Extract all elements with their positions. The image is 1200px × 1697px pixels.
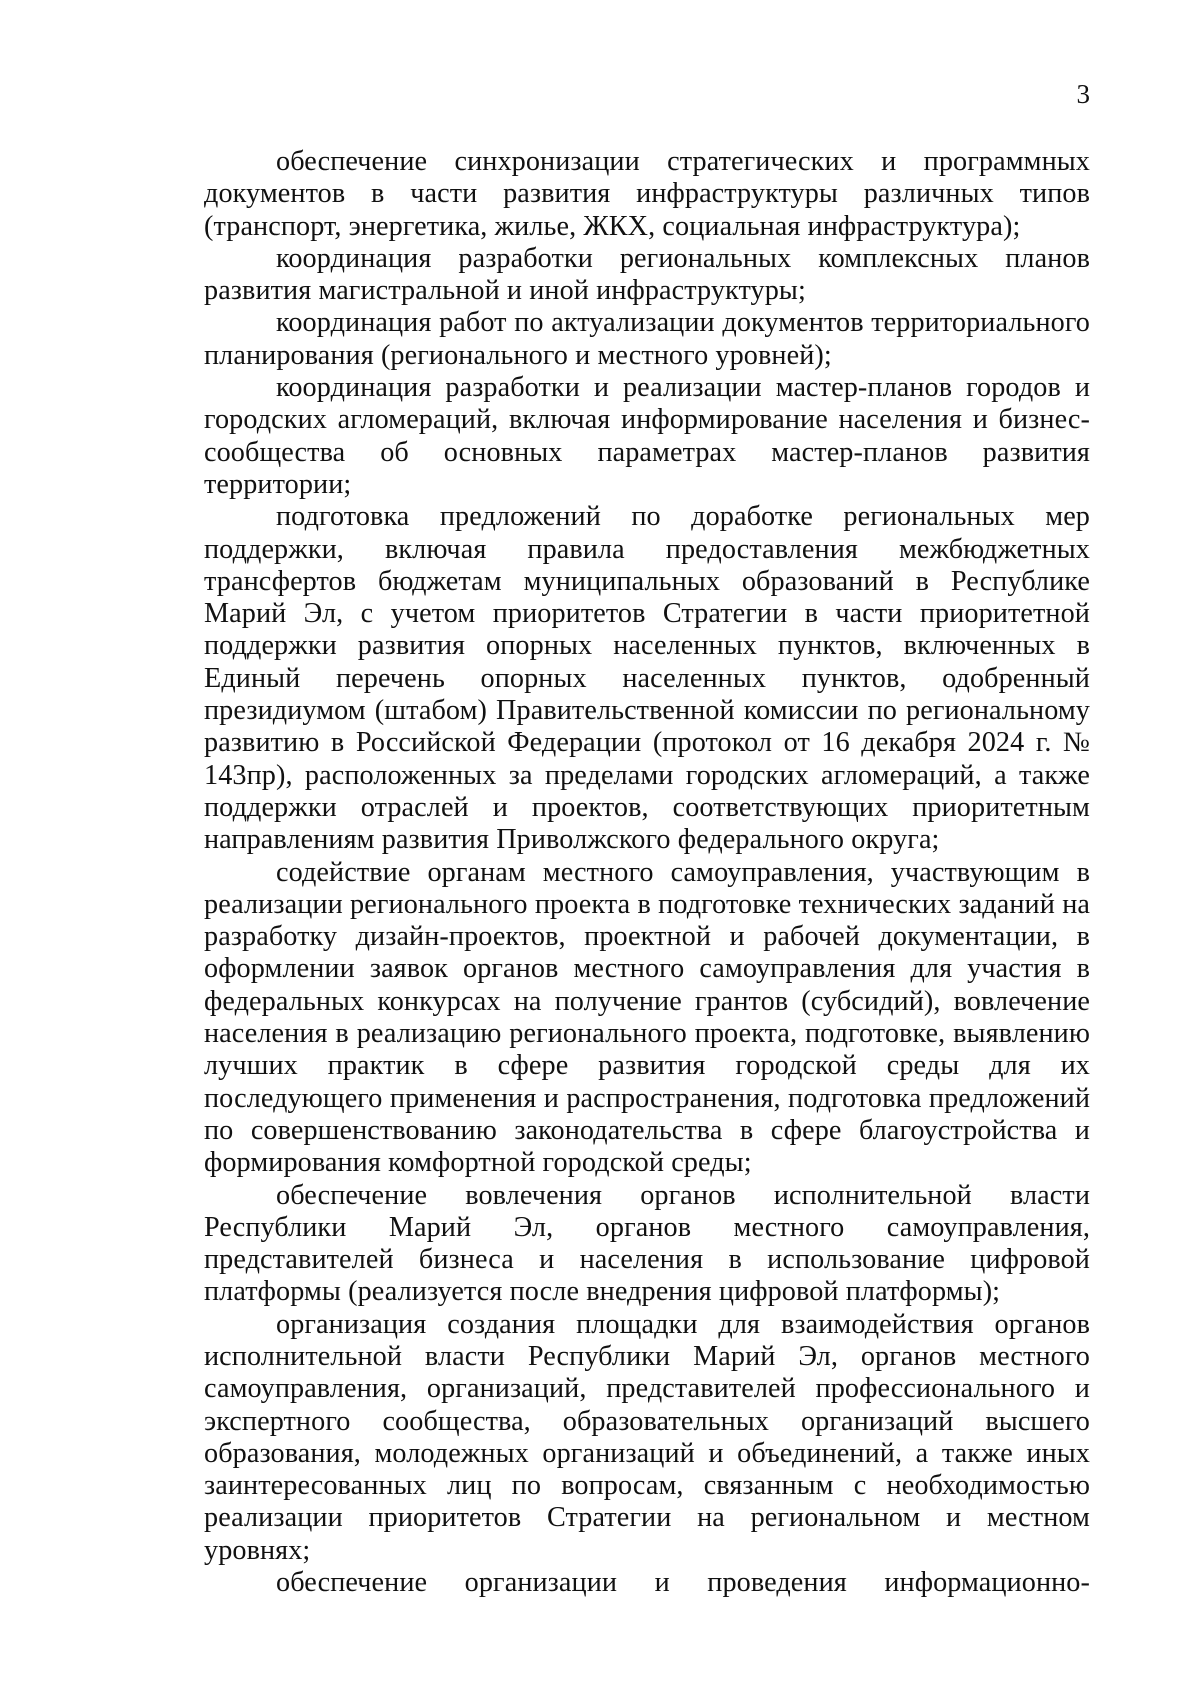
paragraph: организация создания площадки для взаимодействия органов исполнительной власти Республики Марий Эл, органов местного самоуправления, организаций, представителей профессионального и экспертного сообщества, образовательных организаций высшего образования, молодежных организаций и объединений, а также иных заинтересованных лиц по вопросам, связанным с необходимостью реализации приоритетов Стратегии на региональном и местном уровнях; bbox=[204, 1308, 1090, 1566]
paragraph: подготовка предложений по доработке региональных мер поддержки, включая правила предоставления межбюджетных трансфертов бюджетам муниципальных образований в Республике Марий Эл, с учетом приоритетов Стратегии в части приоритетной поддержки развития опорных населенных пунктов, включенных в Единый перечень опорных населенных пунктов, одобренный президиумом (штабом) Правительственной комиссии по региональному развитию в Российской Федерации (протокол от 16 декабря 2024 г. № 143пр), расположенных за пределами городских агломераций, а также поддержки отраслей и проектов, соответствующих приоритетным направлениям развития Приволжского федерального округа; bbox=[204, 501, 1090, 856]
paragraph: обеспечение организации и проведения информационно- bbox=[276, 1567, 1090, 1599]
paragraph: координация разработки и реализации мастер-планов городов и городских агломераций, включая информирование населения и бизнес-сообщества об основных параметрах мастер-планов развития территории; bbox=[204, 372, 1090, 500]
paragraph: обеспечение вовлечения органов исполнительной власти Республики Марий Эл, органов местного самоуправления, представителей бизнеса и населения в использование цифровой платформы (реализуется после внедрения цифровой платформы); bbox=[204, 1179, 1090, 1308]
paragraph: содействие органам местного самоуправления, участвующим в реализации регионального проекта в подготовке технических заданий на разработку дизайн-проектов, проектной и рабочей документации, в оформлении заявок органов местного самоуправления для участия в федеральных конкурсах на получение грантов (субсидий), вовлечение населения в реализацию регионального проекта, подготовке, выявлению лучших практик в сфере развития городской среды для их последующего применения и распространения, подготовка предложений по совершенствованию законодательства в сфере благоустройства и формирования комфортной городской среды; bbox=[204, 856, 1090, 1179]
paragraph: координация работ по актуализации документов территориального планирования (регионального и местного уровней); bbox=[204, 307, 1090, 371]
paragraph: координация разработки региональных комплексных планов развития магистральной и иной инфраструктуры; bbox=[204, 242, 1090, 307]
document-body bbox=[204, 146, 1090, 1599]
paragraph: обеспечение синхронизации стратегических и программных документов в части развития инфраструктуры различных типов (транспорт, энергетика, жилье, ЖКХ, социальная инфраструктура); bbox=[204, 146, 1090, 242]
page-number: 3 bbox=[1076, 79, 1090, 109]
